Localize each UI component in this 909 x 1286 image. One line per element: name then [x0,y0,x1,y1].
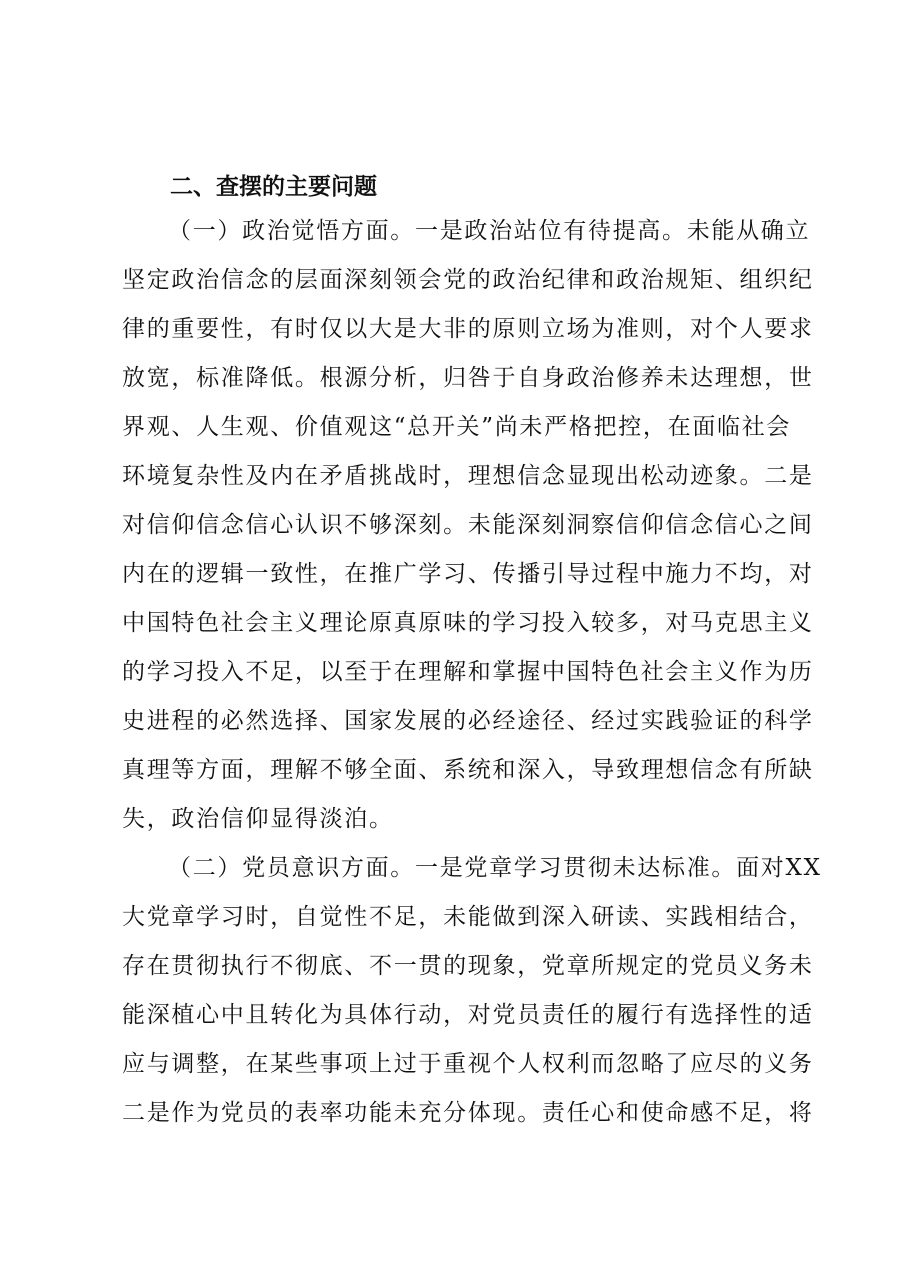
paragraph-line: 界观、人生观、价值观这“总开关”尚未严格把控，在面临社会 [122,414,792,440]
paragraph-line: 环境复杂性及内在矛盾挑战时，理想信念显现出松动迹象。二是 [122,463,814,489]
paragraph-line: 律的重要性，有时仅以大是大非的原则立场为准则，对个人要求 [122,316,814,342]
paragraph-line: 对信仰信念信心认识不够深刻。未能深刻洞察信仰信念信心之间 [122,512,814,538]
paragraph-line: 史进程的必然选择、国家发展的必经途径、经过实践验证的科学 [122,708,814,734]
paragraph-line: 二是作为党员的表率功能未充分体现。责任心和使命感不足，将 [122,1100,814,1126]
paragraph-line: 放宽，标准降低。根源分析，归咎于自身政治修养未达理想，世 [122,365,814,391]
paragraph-line: 坚定政治信念的层面深刻领会党的政治纪律和政治规矩、组织纪 [122,267,814,293]
paragraph-line: 真理等方面，理解不够全面、系统和深入，导致理想信念有所缺 [122,757,814,783]
paragraph-line: 中国特色社会主义理论原真原味的学习投入较多，对马克思主义 [122,610,814,636]
paragraph-line: 大党章学习时，自觉性不足，未能做到深入研读、实践相结合， [122,904,814,930]
body-text [122,207,822,1138]
paragraph-line: 失，政治信仰显得淡泊。 [122,806,394,832]
paragraph-line: 应与调整，在某些事项上过于重视个人权利而忽略了应尽的义务 [122,1051,814,1077]
paragraph-line: 内在的逻辑一致性，在推广学习、传播引导过程中施力不均，对 [122,561,814,587]
section-heading: 二、查摆的主要问题 [170,174,377,200]
paragraph-line: 存在贯彻执行不彻底、不一贯的现象，党章所规定的党员义务未 [122,953,814,979]
paragraph-line: 能深植心中且转化为具体行动，对党员责任的履行有选择性的适 [122,1002,814,1028]
paragraph-line: （一）政治觉悟方面。一是政治站位有待提高。未能从确立 [168,218,811,244]
paragraph-line: 的学习投入不足，以至于在理解和掌握中国特色社会主义作为历 [122,659,814,685]
paragraph-line: （二）党员意识方面。一是党章学习贯彻未达标准。面对XX [168,855,822,881]
